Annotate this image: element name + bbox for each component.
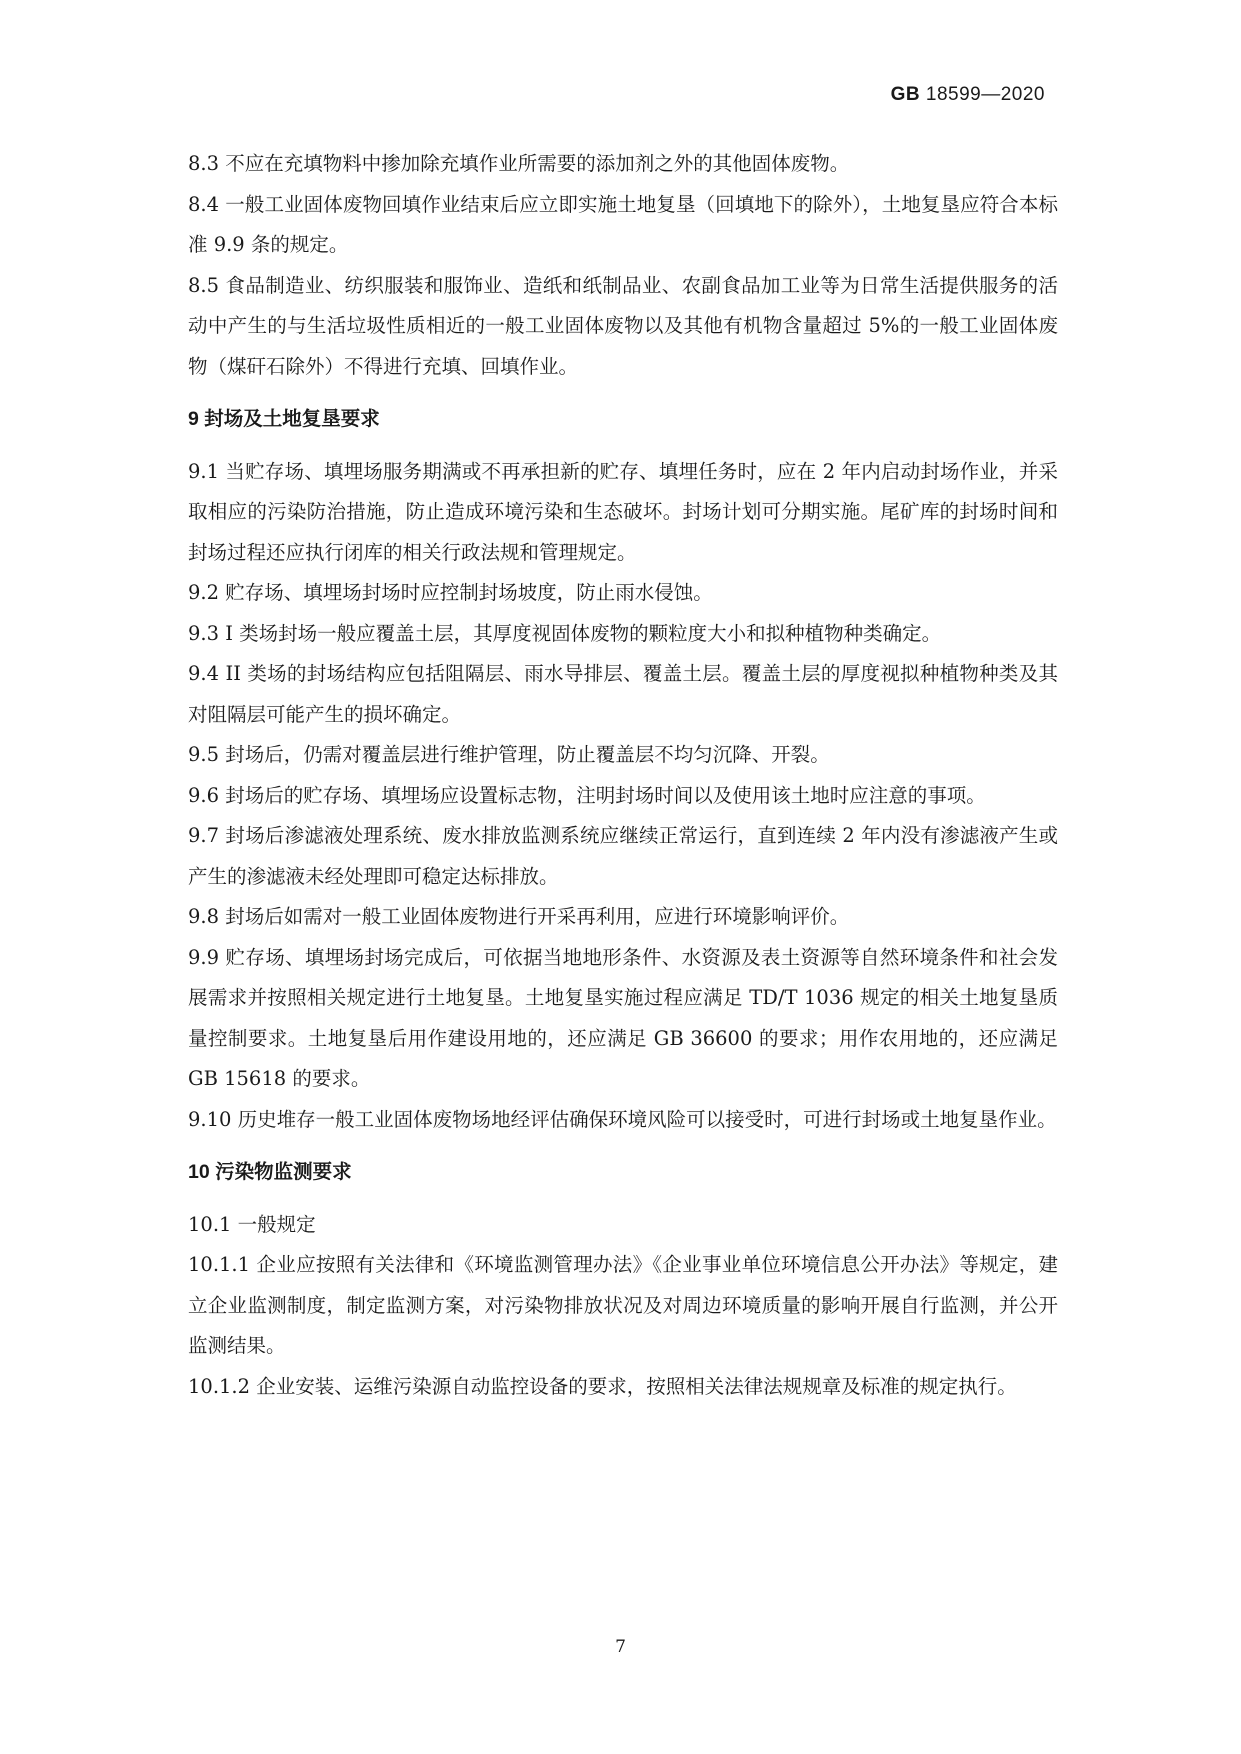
page-number: 7 — [615, 1637, 626, 1657]
section-heading-9: 9 封场及土地复垦要求 — [188, 408, 380, 430]
standard-number: 18599—2020 — [925, 84, 1045, 105]
standard-prefix: GB — [890, 84, 921, 105]
clause-9-8: 9.8 封场后如需对一般工业固体废物进行开采再利用，应进行环境影响评价。 — [188, 905, 850, 928]
clause-10-1: 10.1 一般规定 — [188, 1212, 316, 1236]
clause-10-1-1: 10.1.1 企业应按照有关法律和《环境监测管理办法》《企业事业单位环境信息公开办法》等规定，建立企业监测制度，制定监测方案，对污染物排放状况及对周边环境质量的影响开展自行监测，并公开监测结果。 — [188, 1253, 1058, 1357]
clause-9-7: 9.7 封场后渗滤液处理系统、废水排放监测系统应继续正常运行，直到连续 2 年内没有渗滤液产生或产生的渗滤液未经处理即可稳定达标排放。 — [188, 824, 1058, 888]
clause-10-1-2: 10.1.2 企业安装、运维污染源自动监控设备的要求，按照相关法律法规规章及标准的规定执行。 — [188, 1374, 1017, 1398]
clause-9-4: 9.4 II 类场的封场结构应包括阻隔层、雨水导排层、覆盖土层。覆盖土层的厚度视拟种植物种类及其对阻隔层可能产生的损坏确定。 — [188, 662, 1058, 726]
clause-9-9: 9.9 贮存场、填埋场封场完成后，可依据当地地形条件、水资源及表土资源等自然环境条件和社会发展需求并按照相关规定进行土地复垦。土地复垦实施过程应满足 TD/T 1036 规定的相关土地复垦质量控制要求。土地复垦后用作建设用地的，还应满足 GB 36600 的要求；用作农用地的，还应满足 GB 15618 的要求。 — [188, 945, 1058, 1090]
clause-9-1: 9.1 当贮存场、填埋场服务期满或不再承担新的贮存、填埋任务时，应在 2 年内启动封场作业，并采取相应的污染防治措施，防止造成环境污染和生态破坏。封场计划可分期实施。尾矿库的封场时间和封场过程还应执行闭库的相关行政法规和管理规定。 — [188, 459, 1058, 564]
clause-9-3: 9.3 I 类场封场一般应覆盖土层，其厚度视固体废物的颗粒度大小和拟种植物种类确定。 — [188, 621, 942, 645]
clause-9-2: 9.2 贮存场、填埋场封场时应控制封场坡度，防止雨水侵蚀。 — [188, 581, 713, 604]
clause-9-5: 9.5 封场后，仍需对覆盖层进行维护管理，防止覆盖层不均匀沉降、开裂。 — [188, 743, 830, 766]
standard-code — [891, 84, 1045, 106]
clause-9-6: 9.6 封场后的贮存场、填埋场应设置标志物，注明封场时间以及使用该土地时应注意的事项。 — [188, 783, 986, 807]
clause-8-3: 8.3 不应在充填物料中掺加除充填作业所需要的添加剂之外的其他固体废物。 — [188, 152, 850, 175]
clause-8-4: 8.4 一般工业固体废物回填作业结束后应立即实施土地复垦（回填地下的除外），土地复垦应符合本标准 9.9 条的规定。 — [188, 192, 1058, 256]
document-body — [188, 144, 1058, 1407]
clause-8-5: 8.5 食品制造业、纺织服装和服饰业、造纸和纸制品业、农副食品加工业等为日常生活提供服务的活动中产生的与生活垃圾性质相近的一般工业固体废物以及其他有机物含量超过 5%的一般工业固体废物（煤矸石除外）不得进行充填、回填作业。 — [188, 273, 1058, 378]
section-heading-10: 10 污染物监测要求 — [188, 1161, 352, 1183]
clause-9-10: 9.10 历史堆存一般工业固体废物场地经评估确保环境风险可以接受时，可进行封场或土地复垦作业。 — [188, 1107, 1057, 1131]
